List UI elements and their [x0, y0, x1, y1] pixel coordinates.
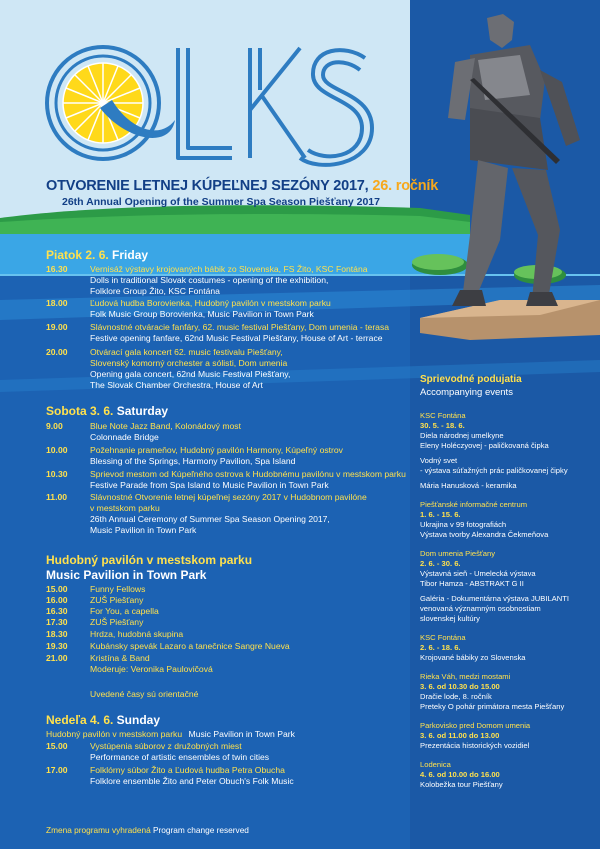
list-item [46, 629, 426, 640]
event-sk: Slávnostné otváracie fanfáry, 62. music festival Piešťany, Dom umenia - terasa [90, 322, 390, 332]
side-block [420, 549, 590, 624]
event-time: 10.00 [46, 445, 68, 455]
event-sk: Sprievod mestom od Kúpeľného ostrova k Hudobnému pavilónu v mestskom parku [90, 469, 406, 479]
event-sk: Funny Fellows [90, 584, 146, 594]
event-time: 17.30 [46, 617, 68, 627]
side-text: Prezentácia historických vozidiel [420, 741, 530, 750]
side-org: Lodenica [420, 760, 451, 769]
footer-sk: Zmena programu vyhradená [46, 825, 151, 835]
event-en: Blessing of the Springs, Harmony Pavilion, Spa Island [90, 456, 296, 466]
event-row [46, 445, 426, 467]
side-text: Vodný svet [420, 456, 458, 465]
side-block [420, 672, 590, 712]
event-en: The Slovak Chamber Orchestra, House of Art [90, 380, 263, 390]
moderator: Moderuje: Veronika Paulovičová [90, 664, 213, 674]
event-row [46, 264, 426, 297]
side-block [420, 760, 590, 790]
side-date: 2. 6. - 18. 6. [420, 643, 461, 652]
event-en: 26th Annual Ceremony of Summer Spa Season Opening 2017, [90, 514, 330, 524]
sunday-venue [46, 729, 426, 740]
event-sk: Požehnanie prameňov, Hudobný pavilón Harmony, Kúpeľný ostrov [90, 445, 343, 455]
list-item [46, 641, 426, 652]
event-en: Folklore ensemble Žito and Peter Obuch's Folk Music [90, 776, 294, 786]
side-text: slovenskej kultúry [420, 614, 480, 623]
side-org: Rieka Váh, medzi mostami [420, 672, 511, 681]
side-date: 3. 6. od 10.30 do 15.00 [420, 682, 500, 691]
side-text: Diela národnej umelkyne [420, 431, 504, 440]
day-sk: Sobota 3. 6. [46, 404, 114, 418]
event-sk: Blue Note Jazz Band, Kolonádový most [90, 421, 241, 431]
event-en: Opening gala concert, 62nd Music Festival Piešťany, [90, 369, 291, 379]
side-org: Dom umenia Piešťany [420, 549, 496, 558]
event-row [46, 347, 426, 391]
list-item [46, 584, 426, 595]
venue-en: Music Pavilion in Town Park [188, 729, 295, 739]
event-en: Music Pavilion in Town Park [90, 525, 197, 535]
footer-en: Program change reserved [153, 825, 249, 835]
side-org: Piešťanské informačné centrum [420, 500, 528, 509]
event-row [46, 741, 426, 763]
side-text: Preteky O pohár primátora mesta Piešťany [420, 702, 565, 711]
event-time: 19.30 [46, 641, 68, 651]
event-time: 16.30 [46, 606, 68, 616]
event-sk: Vystúpenia súborov z družobných miest [90, 741, 242, 751]
event-sk: ZUŠ Piešťany [90, 617, 144, 627]
event-en: Folk Music Group Borovienka, Music Pavilion in Town Park [90, 309, 314, 319]
side-text: Výstavná sieň - Umelecká výstava [420, 569, 536, 578]
side-block [420, 500, 590, 540]
side-date: 30. 5. - 18. 6. [420, 421, 465, 430]
side-org: KSC Fontána [420, 633, 466, 642]
event-en: Dolls in traditional Slovak costumes - opening of the exhibition, [90, 275, 329, 285]
event-time: 16.30 [46, 264, 68, 274]
pavilion-heading-sk: Hudobný pavilón v mestskom parku [46, 553, 253, 567]
time-note: Uvedené časy sú orientačné [90, 689, 199, 699]
venue-sk: Hudobný pavilón v mestskom parku [46, 729, 183, 739]
event-sk: For You, a capella [90, 606, 159, 616]
event-time: 20.00 [46, 347, 68, 357]
pavilion-heading-en: Music Pavilion in Town Park [46, 568, 207, 582]
side-date: 3. 6. od 11.00 do 13.00 [420, 731, 500, 740]
list-item [46, 617, 426, 628]
day-en: Saturday [116, 404, 169, 418]
event-row [46, 298, 426, 320]
event-sk: Otvárací gala koncert 62. music festivalu Piešťany, [90, 347, 283, 357]
accompanying-title-sk: Sprievodné podujatia [420, 374, 522, 385]
event-sk: Kristína & Band [90, 653, 150, 663]
event-sk: Slovenský komorný orchester a sólisti, Dom umenia [90, 358, 288, 368]
event-sk: Vernisáž výstavy krojovaných bábik zo Slovenska, FS Žito, KSC Fontána [90, 264, 368, 274]
day-heading-sunday [46, 713, 160, 727]
event-en: Folklore Group Žito, KSC Fontána [90, 286, 220, 296]
event-en: Colonnade Bridge [90, 432, 159, 442]
event-title [46, 178, 438, 194]
accompanying-title-en: Accompanying events [420, 387, 513, 398]
side-date: 2. 6. - 30. 6. [420, 559, 461, 568]
side-block [420, 411, 590, 491]
side-text: venovaná významným osobnostiam [420, 604, 541, 613]
event-en: Festive opening fanfare, 62nd Music Festival Piešťany, House of Art - terrace [90, 333, 383, 343]
event-time: 21.00 [46, 653, 68, 663]
event-row [46, 765, 426, 787]
event-sk: ZUŠ Piešťany [90, 595, 144, 605]
event-time: 17.00 [46, 765, 68, 775]
event-time: 18.30 [46, 629, 68, 639]
event-time: 11.00 [46, 492, 68, 502]
event-en: Festive Parade from Spa Island to Music Pavilion in Town Park [90, 480, 329, 490]
title-sk: OTVORENIE LETNEJ KÚPEĽNEJ SEZÓNY 2017, [46, 178, 369, 194]
day-heading-friday [46, 248, 148, 262]
day-sk: Piatok 2. 6. [46, 248, 109, 262]
event-time: 9.00 [46, 421, 63, 431]
day-en: Friday [112, 248, 149, 262]
event-time: 19.00 [46, 322, 68, 332]
event-row [46, 421, 426, 443]
side-text: Výstava tvorby Alexandra Čekmeňova [420, 530, 549, 539]
side-text: Dračie lode, 8. ročník [420, 692, 492, 701]
event-time: 10.30 [46, 469, 68, 479]
side-org: Parkovisko pred Domom umenia [420, 721, 531, 730]
event-row [46, 469, 426, 491]
event-title-en: 26th Annual Opening of the Summer Spa Season Piešťany 2017 [62, 196, 380, 208]
side-text: Ukrajina v 99 fotografiách [420, 520, 507, 529]
event-row [46, 492, 426, 536]
footer-note [46, 825, 249, 835]
side-date: 4. 6. od 10.00 do 16.00 [420, 770, 500, 779]
side-block [420, 721, 590, 751]
event-sk: Slávnostné Otvorenie letnej kúpeľnej sezóny 2017 v Hudobnom pavilóne [90, 492, 367, 502]
event-sk: Kubánsky spevák Lazaro a tanečnice Sangre Nueva [90, 641, 290, 651]
event-en: Performance of artistic ensembles of twin cities [90, 752, 270, 762]
day-sk: Nedeľa 4. 6. [46, 713, 114, 727]
side-text: - výstava súťažných prác paličkovanej čipky [420, 466, 568, 475]
event-sk: Ľudová hudba Borovienka, Hudobný pavilón v mestskom parku [90, 298, 331, 308]
list-item [46, 653, 426, 664]
side-date: 1. 6. - 15. 6. [420, 510, 461, 519]
side-text: Tibor Hamza - ABSTRAKT G II [420, 579, 524, 588]
event-sk: Hrdza, hudobná skupina [90, 629, 184, 639]
title-year: 26. ročník [372, 178, 439, 194]
day-en: Sunday [116, 713, 161, 727]
accompanying-events [420, 373, 590, 790]
event-time: 15.00 [46, 741, 68, 751]
event-row [46, 322, 426, 344]
side-text: Mária Hanusková - keramika [420, 481, 517, 490]
side-text: Kolobežka tour Piešťany [420, 780, 503, 789]
event-time: 15.00 [46, 584, 68, 594]
day-heading-saturday [46, 404, 168, 418]
side-text: Eleny Holéczyovej - paličkovaná čipka [420, 441, 549, 450]
event-sk: Folklórny súbor Žito a Ľudová hudba Petra Obucha [90, 765, 285, 775]
side-org: KSC Fontána [420, 411, 466, 420]
side-block [420, 633, 590, 663]
event-time: 18.00 [46, 298, 68, 308]
list-item [46, 595, 426, 606]
event-sk: v mestskom parku [90, 503, 160, 513]
list-item [46, 606, 426, 617]
side-text: Krojované bábiky zo Slovenska [420, 653, 526, 662]
event-time: 16.00 [46, 595, 68, 605]
side-text: Galéria - Dokumentárna výstava JUBILANTI [420, 594, 569, 603]
